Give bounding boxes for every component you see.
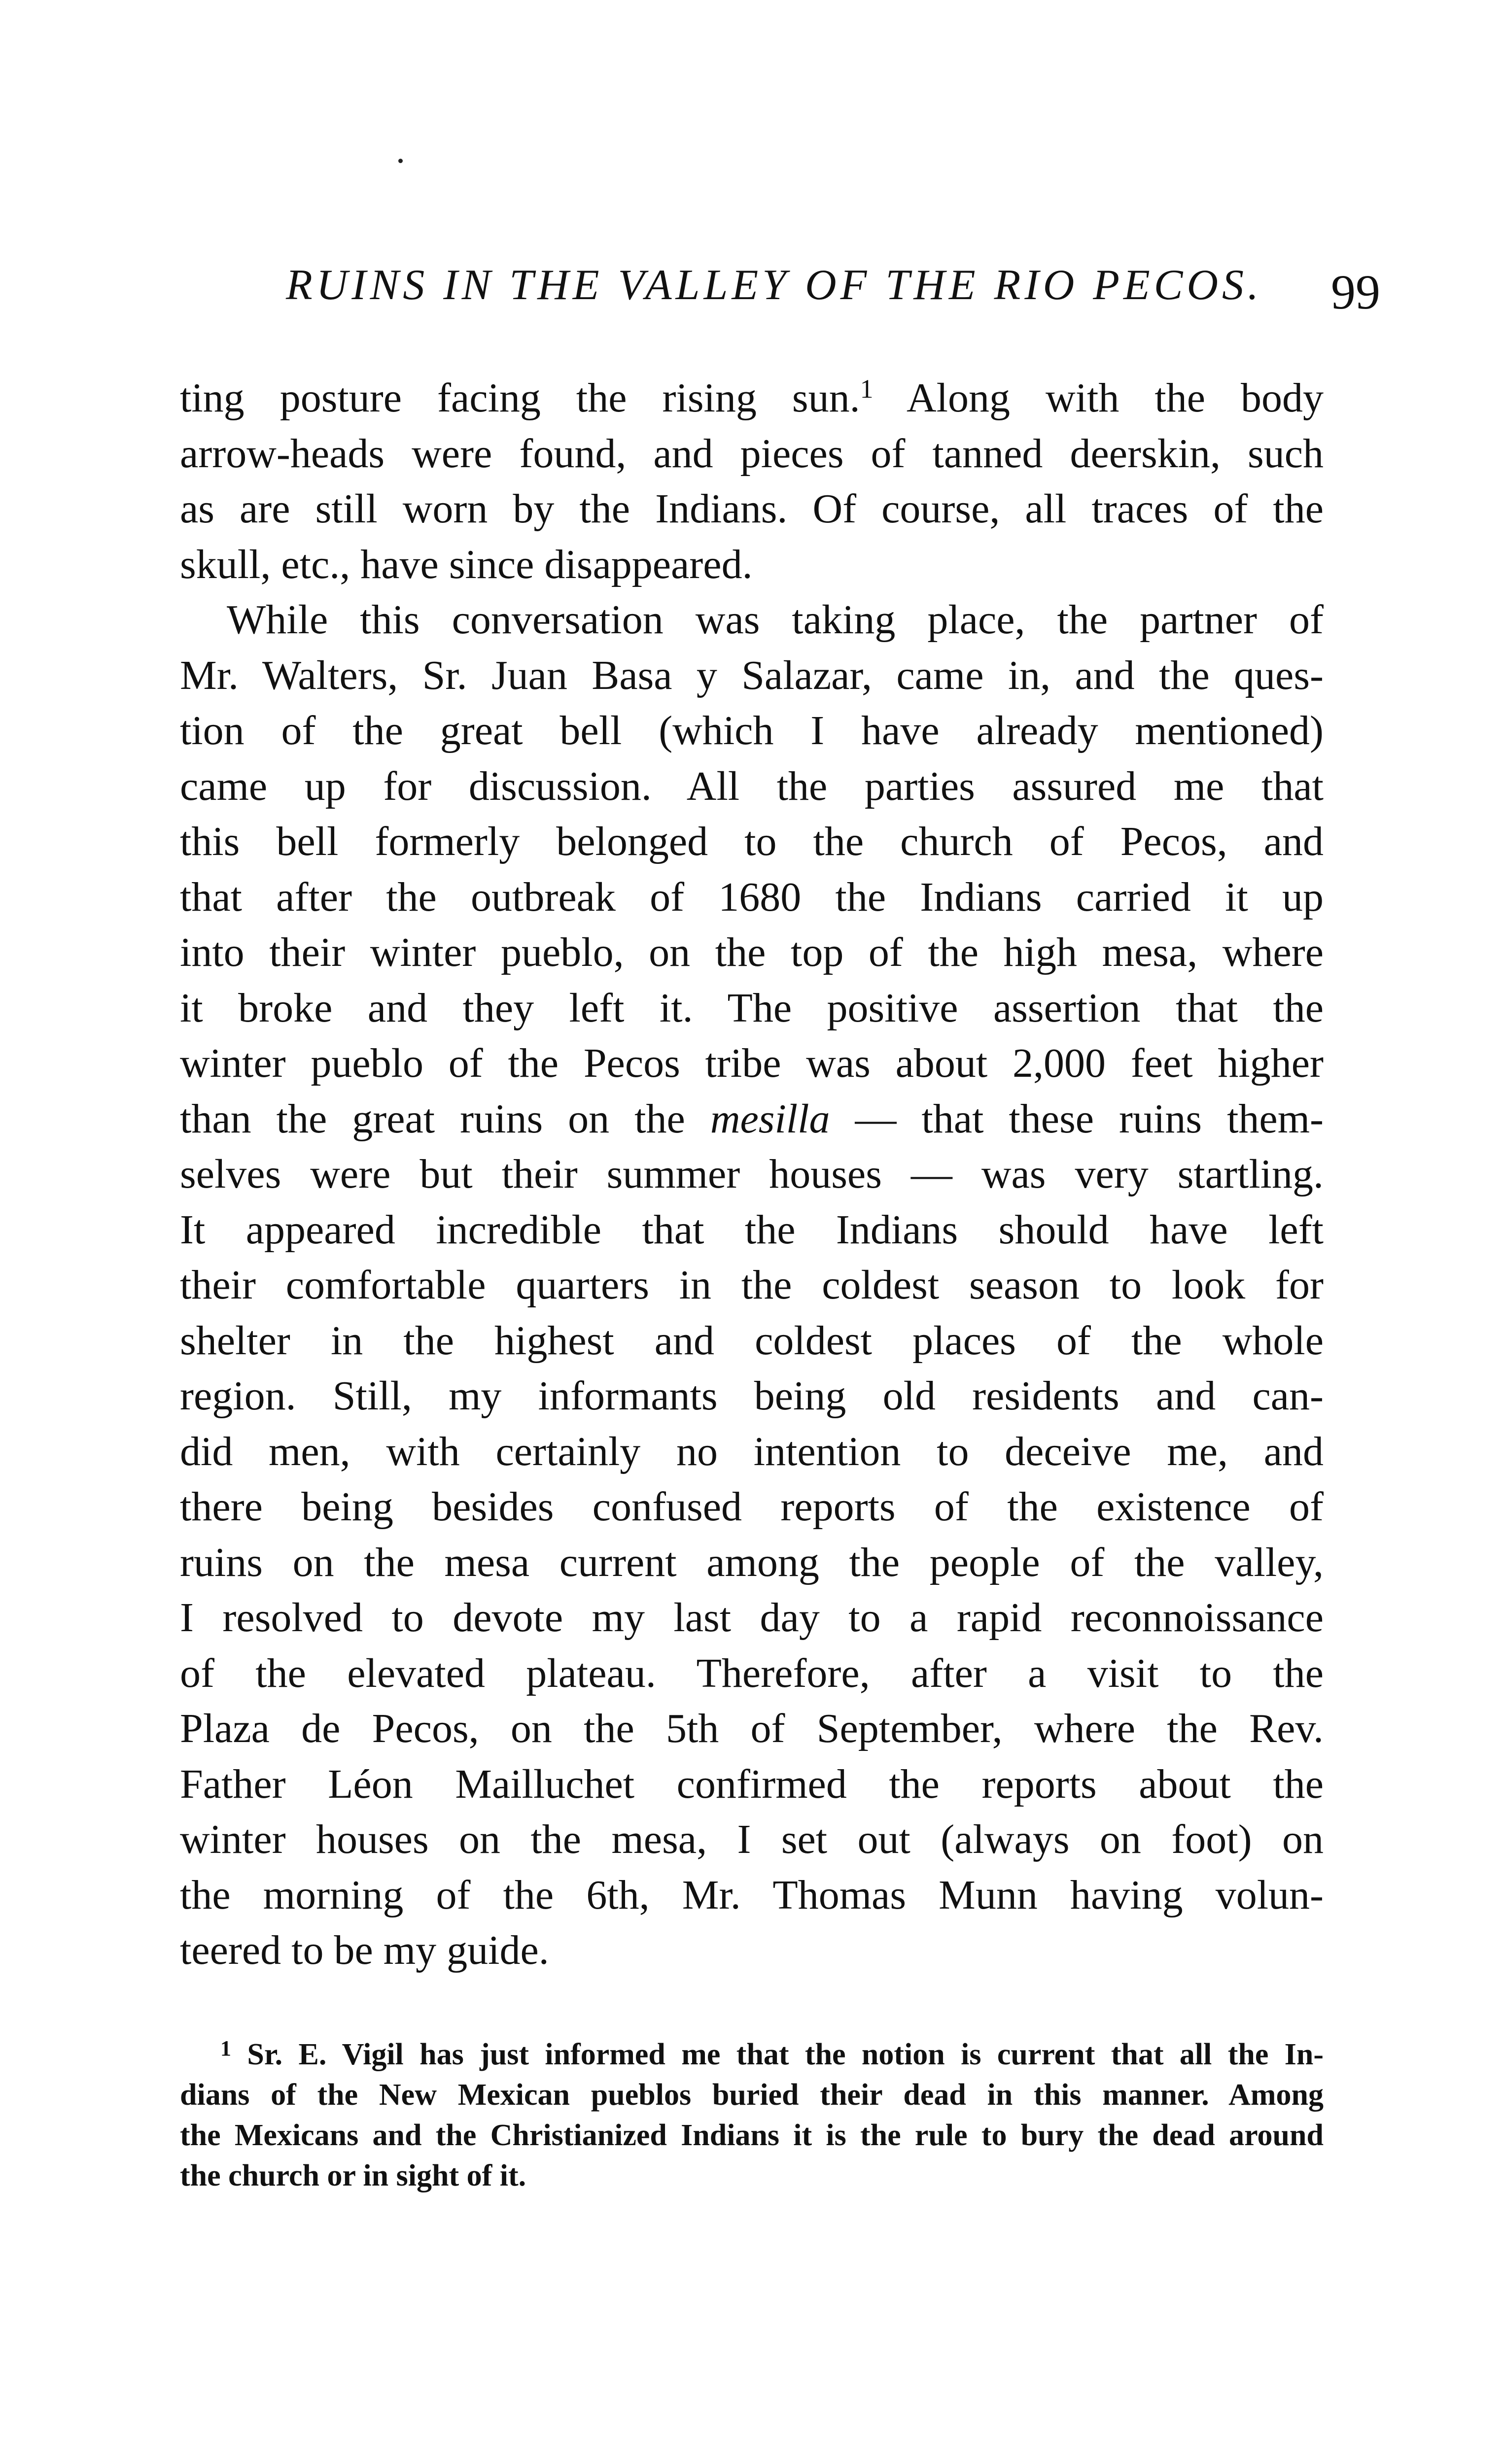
body-line: I resolved to devote my last day to a rapid reconnoissance bbox=[180, 1595, 1324, 1641]
footnote-line: dians of the New Mexican pueblos buried their dead in this manner. Among bbox=[180, 2078, 1324, 2112]
running-head-title: RUINS IN THE VALLEY OF THE RIO PECOS. bbox=[286, 261, 1263, 309]
body-line: ting posture facing the rising sun.$^1$ Along with the body bbox=[180, 374, 1324, 421]
print-speck bbox=[398, 159, 403, 163]
footnote-line: the Mexicans and the Christianized Indians it is the rule to bury the dead around bbox=[180, 2119, 1324, 2152]
body-line: Father Léon Mailluchet confirmed the reports about the bbox=[180, 1761, 1324, 1807]
footnote-line: $^1$ Sr. E. Vigil has just informed me that the notion is current that all the In- bbox=[220, 2036, 1324, 2071]
body-line: teered to be my guide. bbox=[180, 1927, 549, 1973]
page-number: 99 bbox=[1331, 265, 1380, 319]
body-line: tion of the great bell (which I have already mentioned) bbox=[180, 708, 1324, 753]
body-line: it broke and they left it. The positive assertion that the bbox=[180, 985, 1324, 1031]
body-line: of the elevated plateau. Therefore, after a visit to the bbox=[180, 1650, 1324, 1696]
body-line: there being besides confused reports of the existence of bbox=[180, 1484, 1324, 1530]
running-head bbox=[286, 260, 1326, 329]
body-line: skull, etc., have since disappeared. bbox=[180, 541, 753, 587]
body-line: Plaza de Pecos, on the 5th of September, where the Rev. bbox=[180, 1706, 1324, 1751]
footnote-reference: 1 bbox=[860, 374, 874, 404]
body-line: this bell formerly belonged to the church of Pecos, and bbox=[180, 819, 1324, 864]
italic-term: mesilla bbox=[710, 1095, 830, 1142]
body-line: shelter in the highest and coldest places of the whole bbox=[180, 1317, 1324, 1364]
body-line: selves were but their summer houses — was very startling. bbox=[180, 1151, 1324, 1197]
body-line: their comfortable quarters in the coldest season to look for bbox=[180, 1262, 1324, 1308]
body-line: winter pueblo of the Pecos tribe was about 2,000 feet higher bbox=[180, 1040, 1324, 1086]
body-line: region. Still, my informants being old residents and can- bbox=[180, 1373, 1324, 1419]
footnote bbox=[180, 2034, 1324, 2196]
body-line: the morning of the 6th, Mr. Thomas Munn having volun- bbox=[180, 1872, 1324, 1918]
body-line: It appeared incredible that the Indians should have left bbox=[180, 1206, 1324, 1253]
body-line: into their winter pueblo, on the top of the high mesa, where bbox=[180, 929, 1324, 975]
body-line: as are still worn by the Indians. Of course, all traces of the bbox=[180, 486, 1324, 532]
body-line: did men, with certainly no intention to deceive me, and bbox=[180, 1428, 1324, 1474]
footnote-line: the church or in sight of it. bbox=[180, 2159, 526, 2192]
body-line: that after the outbreak of 1680 the Indians carried it up bbox=[180, 874, 1324, 920]
body-line: came up for discussion. All the parties assured me that bbox=[180, 763, 1324, 809]
body-line: than the great ruins on the mesilla — that these ruins them- bbox=[180, 1095, 1324, 1142]
body-line: While this conversation was taking place, the partner of bbox=[227, 597, 1324, 643]
body-line: ruins on the mesa current among the people of the valley, bbox=[180, 1539, 1324, 1585]
body-line: Mr. Walters, Sr. Juan Basa y Salazar, came in, and the ques- bbox=[180, 652, 1324, 698]
body-line: arrow-heads were found, and pieces of tanned deerskin, such bbox=[180, 430, 1324, 477]
body-text bbox=[180, 371, 1324, 1979]
body-line: winter houses on the mesa, I set out (always on foot) on bbox=[180, 1816, 1324, 1862]
footnote-marker: 1 bbox=[220, 2036, 231, 2060]
